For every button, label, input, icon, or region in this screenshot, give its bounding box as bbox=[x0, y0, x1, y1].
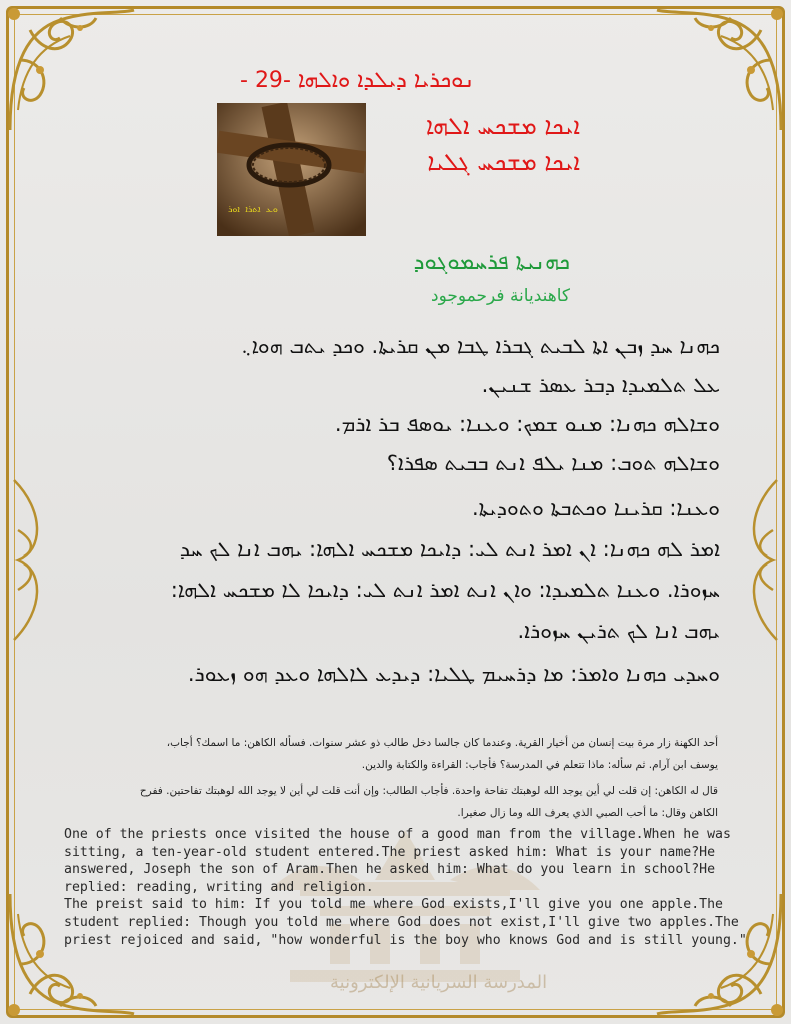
syriac-line: ܚܙܘܪܐ. ܘܥܢܐ ܬܠܡܝܕܐ: ܘܐܢ ܐܢܬ ܐܡܪ ܐܢܬ ܠܝ: ܕܐܝܟܐ ܠܐ ܡܫܟܚ ܐܠܗܐ: bbox=[170, 578, 720, 602]
author-name-syriac: ܟܗܢܝܬܐ ܦܪܚܡܘܓܘܕ bbox=[413, 250, 570, 275]
syriac-line: ܥܠ ܬܠܡܝܕܐ ܕܒܪ ܥܣܪ ܫܢܝܢ. bbox=[481, 373, 720, 397]
lesson-subtitle-1: ܐܝܟܐ ܡܫܟܚ ܐܠܗܐ bbox=[425, 112, 580, 140]
syriac-line: ܘܚܕܝ ܟܗܢܐ ܘܐܡܪ: ܡܐ ܕܪܚܝܡ ܛܠܝܐ: ܕܝܕܥ ܠܐܠܗܐ ܘܥܕ ܗܘ ܙܥܘܪ. bbox=[187, 662, 720, 686]
english-paragraph: One of the priests once visited the house of a good man from the village.When he was sitting, a ten-year-old student entered.The priest asked him: What is your name?He answered, Joseph the son of Aram.Then he asked him: What do you learn in school?He replied: reading, writing and religion. bbox=[64, 827, 731, 895]
arabic-line: قال له الكاهن: إن قلت لي أين يوجد الله لوهبتك تفاحة واحدة. فأجاب الطالب: وإن أنت قلت لي أين لا يوجد الله لوهبتك تفاحتين. ففرح bbox=[139, 785, 718, 797]
corner-ornament-icon bbox=[0, 0, 140, 140]
arabic-line: يوسف ابن آرام. ثم سأله: ماذا تتعلم في المدرسة؟ فأجاب: القراءة والكتابة والدين. bbox=[361, 759, 718, 771]
crown-of-thorns-cross-image bbox=[217, 103, 366, 236]
arabic-line: الكاهن وقال: ما أحب الصبي الذي يعرف الله وما زال صغيرا. bbox=[457, 807, 718, 819]
side-ornament-icon bbox=[4, 470, 64, 650]
syriac-line: ܘܫܐܠܗ ܬܘܒ: ܡܢܐ ܝܠܦ ܐܢܬ ܒܒܝܬ ܣܦܪܐ؟ bbox=[386, 451, 720, 475]
syriac-line: ܝܗܒ ܐܢܐ ܠܟ ܬܪܝܢ ܚܙܘܪܐ. bbox=[517, 619, 720, 643]
watermark-text: المدرسة السريانية الإلكترونية bbox=[330, 972, 548, 993]
english-translation bbox=[64, 826, 754, 949]
side-ornament-icon bbox=[727, 470, 787, 650]
lesson-subtitle-2: ܐܝܟܐ ܡܫܟܚ ܓܠܝܐ bbox=[427, 148, 580, 176]
cross-illustration-icon bbox=[217, 103, 366, 236]
author-name-arabic: كاهنديانة فرحموجود bbox=[431, 286, 570, 306]
corner-ornament-icon bbox=[651, 0, 791, 140]
syriac-line: ܐܡܪ ܠܗ ܟܗܢܐ: ܐܢ ܐܡܪ ܐܢܬ ܠܝ: ܕܐܝܟܐ ܡܫܟܚ ܐܠܗܐ: ܝܗܒ ܐܢܐ ܠܟ ܚܕ bbox=[179, 537, 720, 561]
syriac-line: ܘܫܐܠܗ ܟܗܢܐ: ܡܢܘ ܫܡܟ: ܘܥܢܐ: ܝܘܣܦ ܒܪ ܐܪܡ. bbox=[334, 412, 720, 436]
image-caption: ܘܥ ܐܬܪܐ ܐܘܪ bbox=[228, 205, 278, 215]
syriac-line: ܘܥܢܐ: ܩܪܝܢܐ ܘܟܬܒܬܐ ܘܬܘܕܝܬܐ. bbox=[471, 496, 720, 520]
syriac-line: ܟܗܢܐ ܚܕ ܙܒܢ ܐܬܐ ܠܒܝܬ ܓܒܪܐ ܛܒܐ ܡܢ ܩܪܝܬܐ. ܘܟܕ ܝܬܒ ܗܘܐ܆ bbox=[241, 334, 720, 358]
arabic-line: أحد الكهنة زار مرة بيت إنسان من أخيار القرية. وعندما كان جالسا دخل طالب ذو عشر سنوات. فسأله الكاهن: ما اسمك؟ أجاب، bbox=[166, 737, 718, 749]
lesson-title: ܢܘܟܪܝܐ ܕܝܠܕܐ ܘܐܠܗܐ -29 - bbox=[240, 68, 475, 93]
english-paragraph: The preist said to him: If you told me where God exists,I'll give you one apple.The student replied: Though you told me where God does not exist,I'll give two apples.The priest rejoiced and said, "how wonderful is the boy who knows God and is still young." bbox=[64, 897, 747, 948]
